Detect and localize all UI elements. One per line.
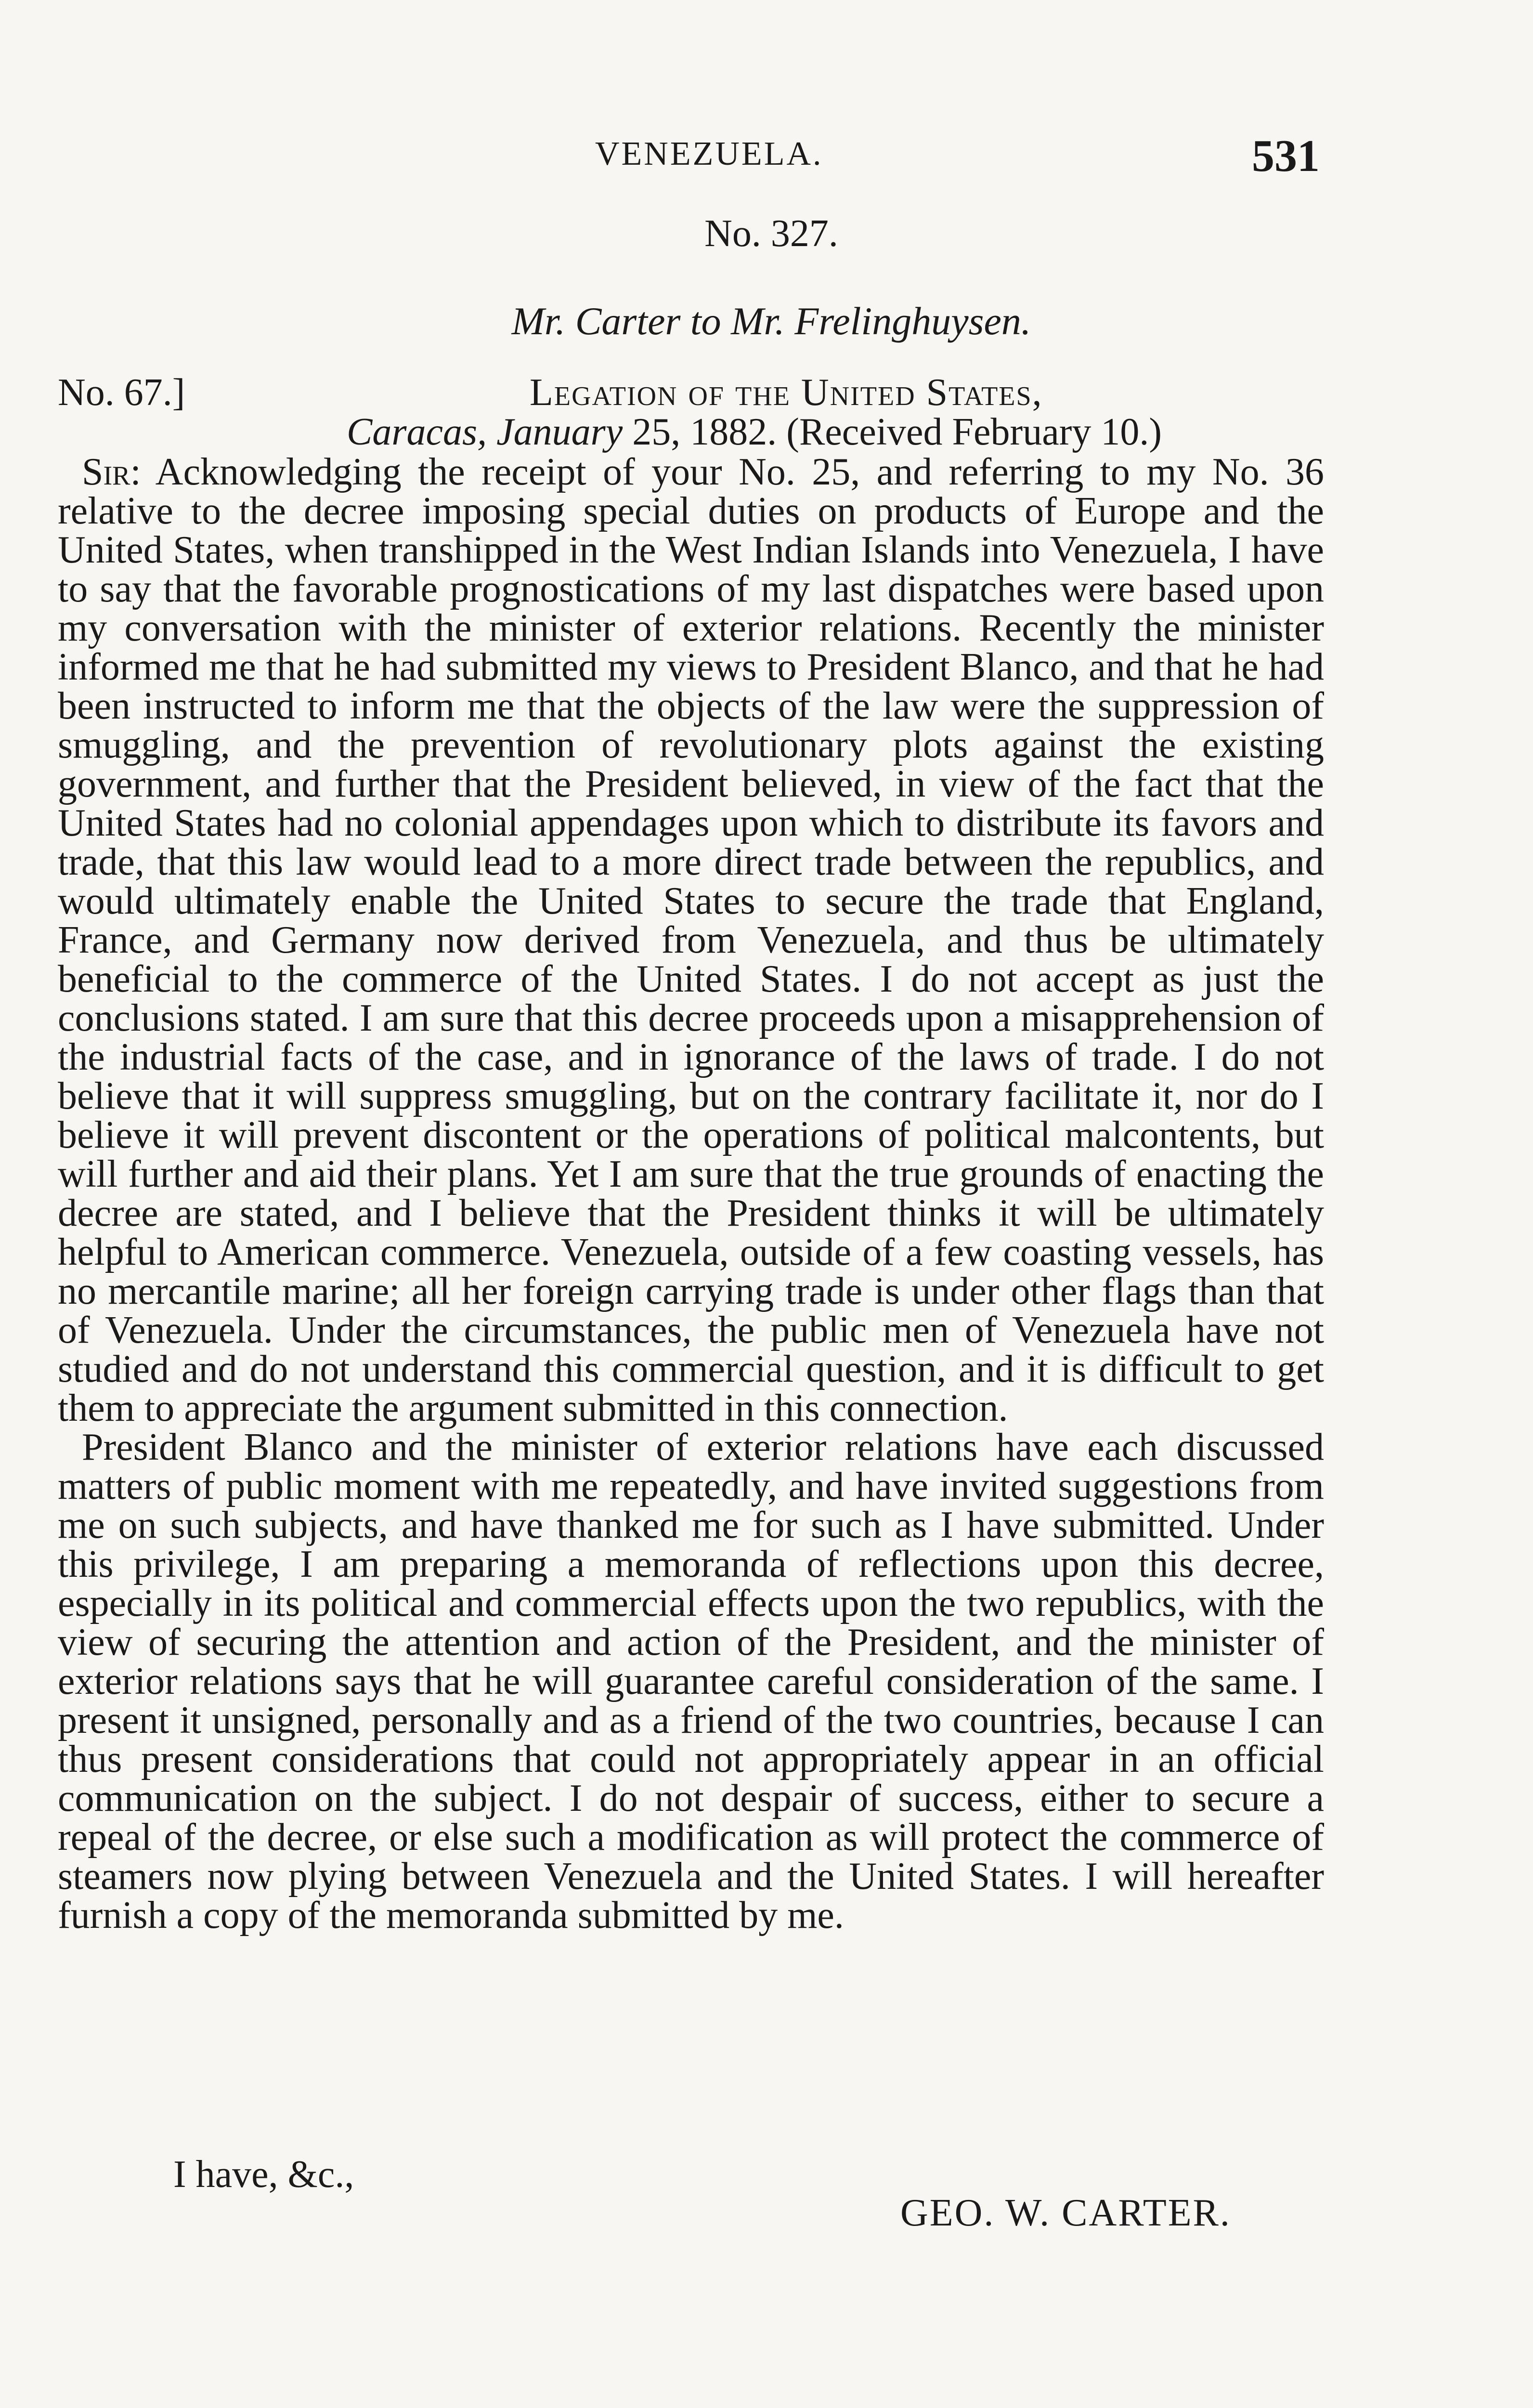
body-paragraph-1 [58,453,1324,1428]
body-paragraph-2: President Blanco and the minister of exterior relations have each discussed matters of public moment with me repeatedly, and have invited suggestions from me on such subjects, and have thanked me for such as I have submitted. Under this privilege, I am preparing a memoranda of reflections upon this decree, especially in its political and commercial effects upon the two republics, with the view of securing the attention and action of the President, and the minister of exterior relations says that he will guarantee careful consideration of the same. I present it unsigned, personally and as a friend of the two countries, because I can thus present considerations that could not appropriately appear in an official communication on the subject. I do not despair of success, either to secure a repeal of the decree, or else such a modification as will protect the commerce of steamers now plying between Venezuela and the United States. I will hereafter furnish a copy of the memoranda submitted by me. [58,1426,1324,1937]
body-paragraph-1-text: : Acknowledging the receipt of your No. 25, and referring to my No. 36 relative to the decree imposing special duties on products of Europe and the United States, when transhipped in the West Indian Islands into Venezuela, I have to say that the favorable prognostications of my last dispatches were based upon my conversation with the minister of exterior relations. Recently the minister informed me that he had submitted my views to President Blanco, and that he had been instructed to inform me that the objects of the law were the suppression of smuggling, and the prevention of revolutionary plots against the existing government, and further that the President believed, in view of the fact that the United States had no colonial appendages upon which to distribute its favors and trade, that this law would lead to a more direct trade between the republics, and would ultimately enable the United States to secure the trade that England, France, and Germany now derived from Venezuela, and thus be ultimately beneficial to the commerce of the United States. I do not accept as just the conclusions stated. I am sure that this decree proceeds upon a misapprehension of the industrial facts of the case, and in ignorance of the laws of trade. I do not believe that it will suppress smuggling, but on the contrary facilitate it, nor do I believe it will prevent discontent or the operations of political malcontents, but will further and aid their plans. Yet I am sure that the true grounds of enacting the decree are stated, and I believe that the President thinks it will be ultimately helpful to American commerce. Venezuela, outside of a few coasting vessels, has no mercantile marine; all her foreign carrying trade is under other flags than that of Venezuela. Under the circumstances, the public men of Venezuela have not studied and do not understand this commercial question, and it is difficult to get them to appreciate the argument submitted in this connection. [58,451,1324,1429]
closing-line: I have, &c., [173,2153,354,2196]
received-note: (Received February 10.) [786,411,1162,453]
running-title: VENEZUELA. [595,135,823,172]
page-number: 531 [1252,131,1320,181]
salutation: Sir [82,451,130,493]
signature: GEO. W. CARTER. [900,2192,1231,2234]
running-head [0,131,1533,188]
dateline-month: January [496,411,623,453]
dateline-day-year: 25, 1882. [632,411,777,453]
dateline [347,410,1162,454]
dateline-place: Caracas, [347,411,487,453]
dispatch-number: No. 67.] [58,371,185,414]
correspondents-heading: Mr. Carter to Mr. Frelinghuysen. [511,299,1031,343]
document-number: No. 327. [704,212,838,255]
letter-body [58,453,1324,1935]
legation-heading: Legation of the United States, [530,371,1043,414]
